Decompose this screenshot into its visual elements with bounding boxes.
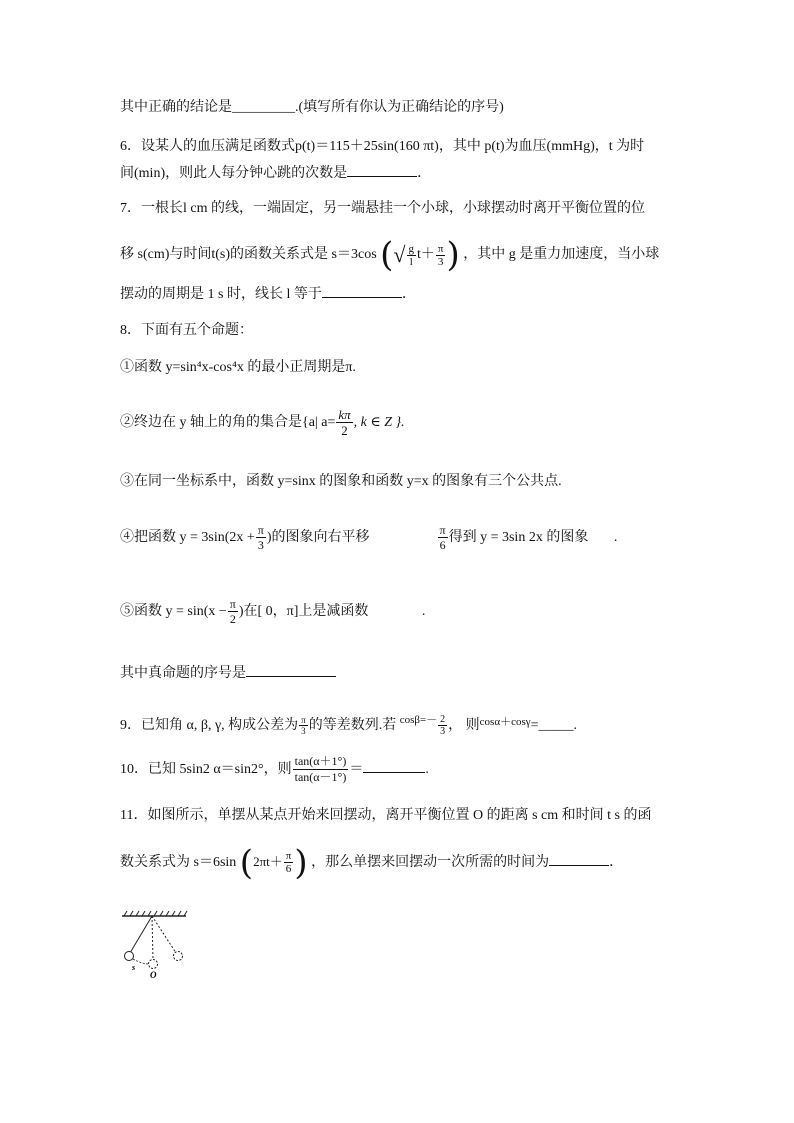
answer-blank [347, 162, 417, 177]
pi-over-6: $\frac{\pi}{6}$ [285, 850, 292, 876]
answer-blank [363, 758, 425, 773]
q5-conclusion-line: 其中正确的结论是_________.(填写所有你认为正确结论的序号) [120, 100, 504, 115]
q6-line2: 间(min)，则此人每分钟心跳的次数是 ． [120, 162, 431, 184]
bob-center [149, 960, 158, 969]
q9-line: 9．已知角 α, β, γ, 构成公差为 $\frac{\pi}{3}$ 的等差数列.若 $^{cos\beta=-}$ $\frac{2}{3}$ ， 则$^{cos\alpha+cos\gamma}$=_____. [120, 714, 578, 738]
q6-line1: 6．设某人的血压满足函数式p(t)＝115＋25sin(160 πt)，其中 p(t)为血压(mmHg)，t 为时 [120, 139, 645, 154]
q7-line1: 7．一根长l cm 的线，一端固定，另一端悬挂一个小球，小球摆动时离开平衡位置的位 [120, 201, 645, 216]
string-right [152, 916, 176, 953]
q10-line: 10．已知 5sin2 α＝sin2°，则 $\frac{\tan(\alpha+1^\circ)}{\tan(\alpha-1^\circ)}$ ＝ . [120, 754, 429, 785]
k-pi-over-2: $\frac{k\pi}{2}$ [338, 407, 351, 439]
q8-prop4: ④把函数 y = 3sin(2x + $\frac{\pi}{3}$ )的图象向右平移 $\frac{\pi}{6}$ 得到 y = 3sin 2x 的图象 . [120, 523, 618, 553]
q8-prop2: ②终边在 y 轴上的角的集合是{a| a= $\frac{k\pi}{2}$ , k ∈ Z }. [120, 407, 405, 439]
pi-over-3: $\frac{\pi}{3}$ [301, 715, 306, 737]
q11-line1: 11．如图所示，单摆从某点开始来回摆动，离开平衡位置 O 的距离 s cm 和时间 t s 的函 [120, 808, 652, 823]
q7-line2: 移 s(cm)与时间t(s)的函数关系式是 s＝3cos (√ $\frac{g}{l}$ t＋ $\frac{\pi}{3}$ ) ，其中 g 是重力加速度，当小球 [120, 235, 660, 275]
string-left [130, 916, 152, 953]
pi-over-6: $\frac{\pi}{6}$ [439, 523, 446, 553]
bob-right [174, 952, 183, 961]
q8-prop5: ⑤函数 y = sin(x − $\frac{\pi}{2}$ )在[ 0，π]上是减函数 . [120, 597, 426, 627]
q8-answer-line: 其中真命题的序号是 [120, 662, 336, 684]
displacement-arc [133, 959, 149, 964]
pi-over-3: $\frac{\pi}{3}$ [437, 242, 444, 268]
answer-blank [322, 283, 402, 298]
q7-line3: 摆动的周期是 1 s 时，线长 l 等于 ． [120, 283, 416, 305]
sqrt-g-over-l: $\frac{g}{l}$ [408, 242, 414, 268]
string-center [152, 916, 153, 960]
label-o: O [150, 970, 157, 980]
tan-ratio: $\frac{\tan(\alpha+1^\circ)}{\tan(\alpha-1^\circ)}$ [294, 754, 347, 785]
answer-blank [549, 851, 609, 866]
pi-over-2: $\frac{\pi}{2}$ [229, 597, 236, 627]
label-s: s [132, 963, 136, 972]
q8-intro: 8．下面有五个命题： [120, 323, 253, 338]
answer-blank [246, 662, 336, 677]
pendulum-figure [118, 906, 198, 986]
pi-over-3: $\frac{\pi}{3}$ [257, 523, 264, 553]
q8-prop1: ①函数 y=sin⁴x-cos⁴x 的最小正周期是π. [120, 360, 356, 375]
q11-line2: 数关系式为 s＝6sin (2πt＋ $\frac{\pi}{6}$ ) ，那么单摆来回摆动一次所需的时间为 ． [120, 842, 624, 883]
bob-left [125, 952, 134, 961]
two-thirds: $\frac{2}{3}$ [440, 714, 446, 738]
q8-prop3: ③在同一坐标系中，函数 y=sinx 的图象和函数 y=x 的图象有三个公共点. [120, 474, 562, 489]
